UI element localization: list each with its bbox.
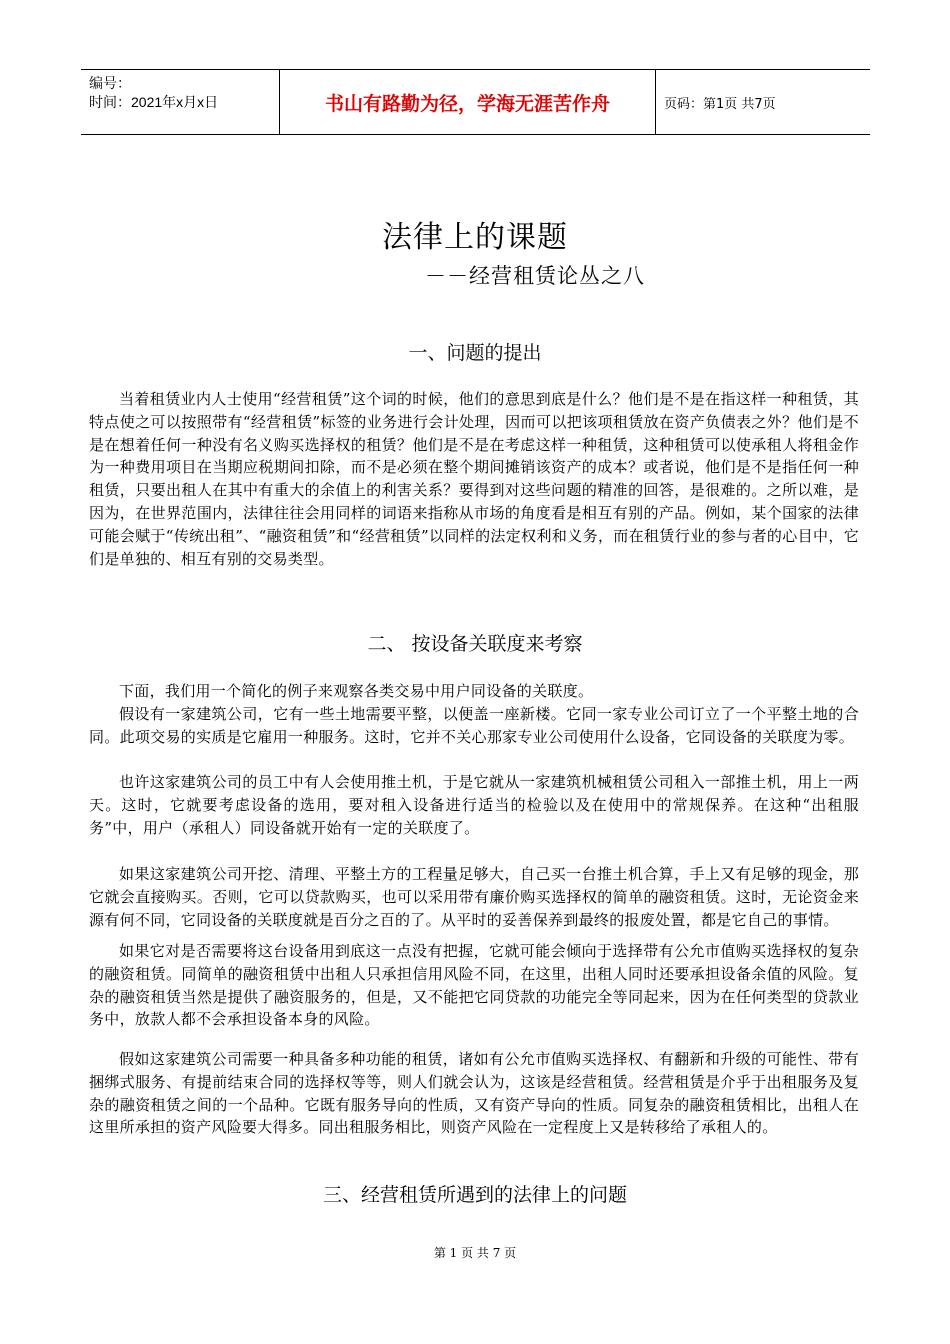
section-2-paragraph-1 (89, 680, 859, 703)
section-heading-1: 一、问题的提出 (408, 342, 542, 364)
keyword-term: 贷款购买 (304, 887, 367, 906)
page-footer: 第 1 页 共 7 页 (433, 1246, 517, 1260)
section-2-paragraph-5 (89, 940, 859, 1031)
document-subtitle: －－经营租赁论丛之八 (425, 264, 645, 288)
keyword-term: 简单的融资租赁 (612, 887, 721, 906)
paragraph-text: 当着租赁业内人士使用“经营租赁”这个词的时候，他们的意思到底是什么？他们是不是在指这样一种租赁，其特点使之可以按照带有“经营租赁”标签的业务进行会计处理，因而可以把该项租赁放在资产负债表之外？他们是不是在想着任何一种没有名义购买选择权的租赁？他们是不是在考虑这样一种租赁，这种租赁可以使承租人将租金作为一种费用项目在当期应税期间扣除，而不是必须在整个期间摊销该资产的成本？或者说，他们是不是指任何一种租赁，只要出租人在其中有重大的余值上的利害关系？要得到对这些问题的精准的回答，是很难的。之所以难，是因为，在世界范围内，法律往往会用同样的词语来指称从市场的角度看是相互有别的产品。例如，某个国家的法律可能会赋于“传统出租”、“融资租赁”和“经营租赁”以同样的法定权利和义务，而在租赁行业的参与者的心目中，它们是单独的、相互有别的交易类型。 (89, 390, 859, 568)
header-meta-cell (81, 70, 280, 134)
paragraph-text: ，也可以采用带有廉价购买选择权的 (366, 887, 613, 906)
section-heading-2: 二、 按设备关联度来考察 (367, 633, 583, 655)
paragraph-text: 也许这家建筑公司的员工中有人会使用推土机，于是它就从一家建筑机械租赁公司租入一部推土机，用上一两天。这时，它就要考虑设备的选用，要对租入设备进行适当的检验以及在使用中的常规保养。在这种“ (89, 773, 859, 814)
paragraph-text: 。经营租赁是介乎于出租服务及复杂的融资租赁之间的一个品种。它既有服务导向的性质，又有资产导向的性质。同复杂的融资租赁相比，出租人在这里所承担的资产风险要大得多。同出租服务相比，则资产风险在一定程度上又是转移给了承租人的。 (89, 1072, 859, 1137)
header-page-info: 页码：第1页 共7页 (664, 96, 776, 112)
section-heading-3: 三、经营租赁所遇到的法律上的问题 (322, 1184, 627, 1206)
keyword-term: 经营租赁 (566, 1072, 629, 1091)
keyword-term: 服务 (318, 727, 350, 746)
header-table (81, 69, 870, 135)
document-title: 法律上的课题 (382, 220, 568, 255)
section-2-paragraph-4 (89, 863, 859, 931)
section-2-paragraph-6 (89, 1048, 859, 1139)
paragraph-text: ”中，用户（承租人）同设备就开始有一定的关联度了。 (104, 818, 480, 837)
header-motto: 书山有路勤为径，学海无涯苦作舟 (280, 70, 656, 134)
paragraph-text: 如果它对是否需要将这台设备用到底这一点没有把握，它就可能会倾向于选择带有公允市值购买选择权的 (119, 942, 829, 960)
paragraph-text: 下面，我们用一个简化的例子来观察各类交易中用户同设备的关联度。 (119, 682, 594, 700)
keyword-term: 直接购买 (135, 887, 197, 906)
section-2-paragraph-2 (89, 703, 859, 749)
paragraph-text: 。这时，无论资金来源有何不同，它同设备的关联度就是百分之百的了。从平时的妥善保养到最终的报废处置，都是它自己的事情。 (89, 887, 859, 929)
paragraph-text: 假如这家建筑公司需要一种具备多种功能的租赁，诸如有公允市值购买选择权、有翻新和升级的可能性、带有捆绑式服务、有提前结束合同的选择权等等，则人们就会认为，这该是 (89, 1050, 859, 1091)
section-1-paragraph-1 (89, 388, 859, 570)
document-time-label: 时间：2021年x月x日 (89, 94, 219, 110)
paragraph-text: 假设有一家建筑公司，它有一些土地需要平整，以便盖一座新楼。它同一家专业公司订立了一个平整土地的合同。此项交易的实质是它雇用一种 (89, 705, 859, 746)
paragraph-text: 。这时，它并不关心那家专业公司使用什么设备，它同设备的关联度为零。 (349, 727, 855, 746)
paragraph-text: 。同简单的融资租赁中出租人只承担信用风险不同，在这里，出租人同时还要承担设备余值的风险。复杂的融资租赁当然是提供了融资服务的，但是，又不能把它同贷款的功能完全等同起来，因为在任何类型的贷款业务中，放款人都不会承担设备本身的风险。 (89, 964, 859, 1029)
paragraph-text: 。否则，它可以 (196, 887, 305, 906)
section-2-paragraph-3 (89, 771, 859, 839)
document-number-label: 编号： (89, 75, 131, 91)
keyword-term: 复杂的融资租赁 (89, 942, 859, 983)
paragraph-text: 如果这家建筑公司开挖、清理、平整土方的工程量足够大，自己买一台推土机合算，手上又有足够的现金，那它就会 (89, 865, 859, 906)
keyword-term: 出租服务 (89, 795, 859, 837)
